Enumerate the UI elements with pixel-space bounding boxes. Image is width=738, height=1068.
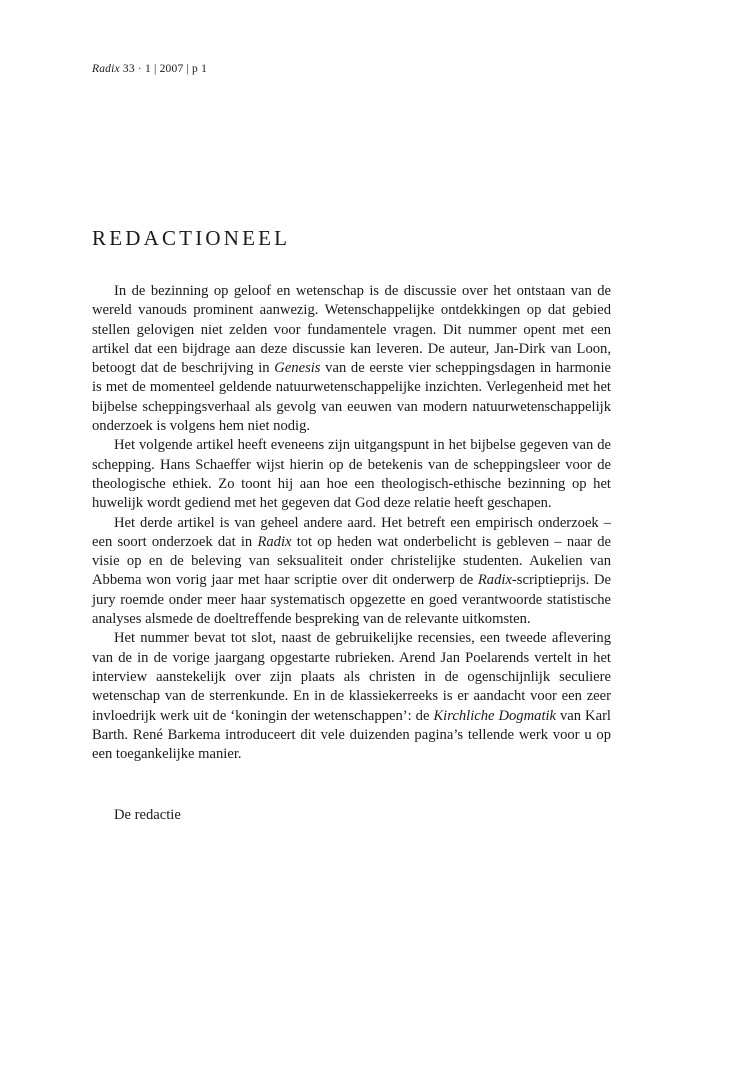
page-title: REDACTIONEEL: [92, 226, 291, 250]
text-run-italic: Genesis: [274, 360, 321, 377]
text-run-italic: Radix: [477, 572, 512, 589]
article-body: [92, 282, 611, 764]
text-run-italic: Radix: [257, 533, 292, 550]
paragraph-1: [92, 282, 611, 436]
text-run: Het derde artikel is van geheel andere aard. Het betreft een empirisch onderzoek – een soort onderzoek dat in: [92, 514, 611, 550]
paragraph-3: [92, 514, 611, 630]
text-run: -scriptieprijs. De jury roemde onder meer haar systematisch opgezette en goed verantwoorde statistische analyses alsmede de doeltreffende bespreking van de relevante uitkomsten.: [92, 572, 611, 628]
text-run: tot op heden wat onderbelicht is gebleven – naar de visie op en de beleving van seksualiteit onder christelijke studenten. Aukelien van Abbema won vorig jaar met haar scriptie over dit onderwerp de: [92, 533, 611, 589]
text-run: Het nummer bevat tot slot, naast de gebruikelijke recensies, een tweede aflevering van de in de vorige jaargang opgestarte rubrieken. Arend Jan Poelarends vertelt in het interview aanstekelijk over zijn plaats als christen in de ogenschijnlijk seculiere wetenschap van de sterrenkunde. En in de klassiekerreeks is er aandacht voor een zeer invloedrijk werk uit de ‘koningin der wetenschappen’: de: [92, 630, 611, 724]
text-run: In de bezinning op geloof en wetenschap is de discussie over het ontstaan van de wereld vanouds prominent aanwezig. Wetenschappelijke ontdekkingen op dat gebied stellen gelovigen niet zelden voor fundamentele vragen. Dit nummer opent met een artikel dat een bijdrage aan deze discussie kan leveren. De auteur, Jan-Dirk van Loon, betoogt dat de beschrijving in: [92, 283, 611, 377]
issue-details: 33 · 1 | 2007 | p 1: [122, 63, 208, 75]
paragraph-2: [92, 436, 611, 513]
running-head: [92, 63, 207, 75]
signature: De redactie: [114, 807, 181, 823]
text-run: Het volgende artikel heeft eveneens zijn uitgangspunt in het bijbelse gegeven van de schepping. Hans Schaeffer wijst hierin op de betekenis van de scheppingsleer voor de theologische ethiek. Zo toont hij aan hoe een theologisch-ethische bezinning op het huwelijk wordt gediend met het gegeven dat God deze relatie heeft geschapen.: [92, 437, 611, 512]
paragraph-4: [92, 629, 611, 764]
text-run: van de eerste vier scheppingsdagen in harmonie is met de momenteel geldende natuurwetenschappelijke inzichten. Verlegenheid met het bijbelse scheppingsverhaal als gevolg van eeuwen van modern natuurwetenschappelijk onderzoek is volgens hem niet nodig.: [92, 360, 611, 435]
journal-name: Radix: [92, 63, 120, 75]
text-run-italic: Kirchliche Dogmatik: [433, 707, 557, 724]
text-run: van Karl Barth. René Barkema introduceert dit vele duizenden pagina’s tellende werk voor u op een toegankelijke manier.: [92, 707, 611, 763]
